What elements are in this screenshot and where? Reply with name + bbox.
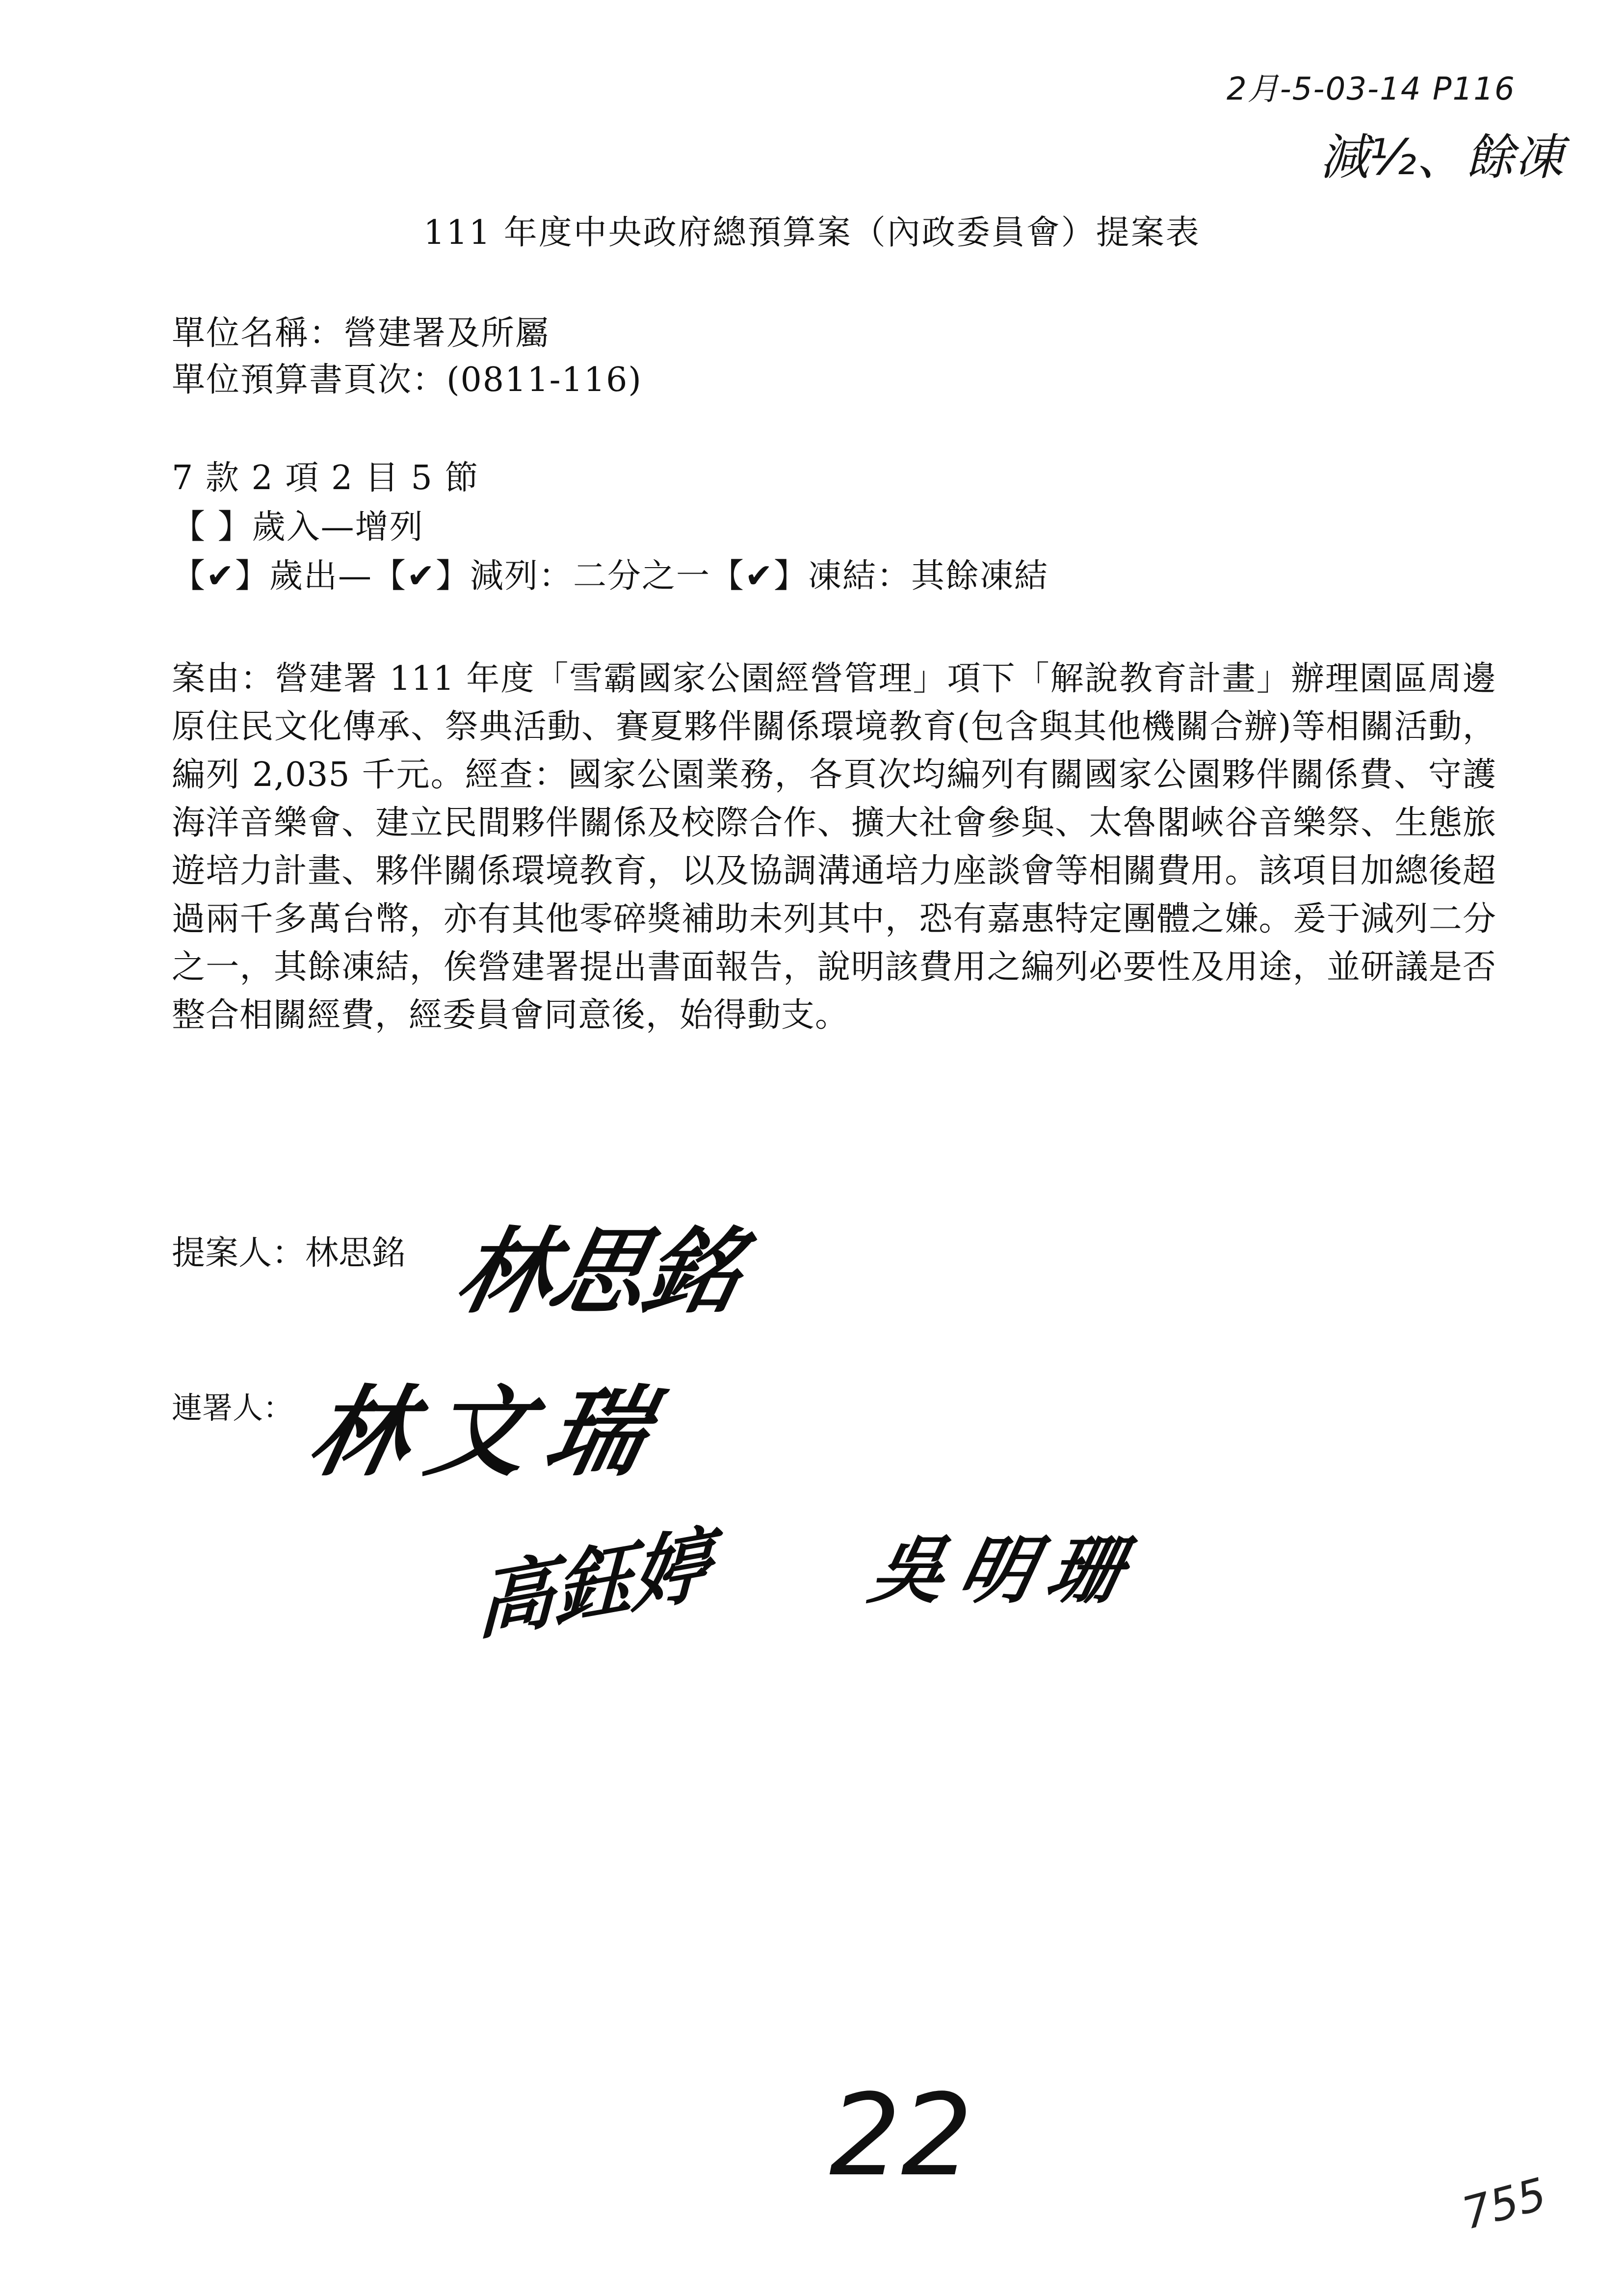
handwritten-corner-mark: 755 [1457, 2168, 1552, 2240]
handwritten-decision-note: 減½、餘凍 [1320, 129, 1564, 186]
cosigner-signature-1: 林文瑞 [300, 1376, 678, 1490]
revenue-checkbox: 【 】 [172, 508, 252, 547]
budget-page-reference: 單位預算書頁次：(0811-116) [172, 361, 642, 399]
expenditure-label: 歲出— [269, 557, 372, 596]
unit-name: 單位名稱：營建署及所屬 [172, 314, 550, 353]
reduction-checkbox: 【✔】 [372, 557, 470, 596]
handwritten-reference-code: 2月-5-03-14 P116 [1227, 71, 1516, 107]
proposer-label: 提案人：林思銘 [172, 1234, 406, 1273]
revenue-row [172, 500, 424, 548]
document-title: 111 年度中央政府總預算案（內政委員會）提案表 [423, 213, 1201, 252]
freeze-label: 凍結：其餘凍結 [808, 557, 1048, 596]
cosigner-signature-3: 吳明珊 [863, 1528, 1146, 1614]
proposal-reason-paragraph: 案由：營建署 111 年度「雪霸國家公園經營管理」項下「解說教育計畫」辦理園區周邊原住民文化傳承、祭典活動、賽夏夥伴關係環境教育(包含與其他機關合辦)等相關活動，編列 2,035 千元。經查：國家公園業務，各頁次均編列有關國家公園夥伴關係費、守護海洋音樂會、建立民間夥伴關係及校際合作、擴大社會參與、太魯閣峽谷音樂祭、生態旅遊培力計畫、夥伴關係環境教育，以及協調溝通培力座談會等相關費用。該項目加總後超過兩千多萬台幣，亦有其他零碎獎補助未列其中，恐有嘉惠特定團體之嫌。爰于減列二分之一，其餘凍結，俟營建署提出書面報告，說明該費用之編列必要性及用途，並研議是否整合相關經費，經委員會同意後，始得動支。 [172, 659, 1496, 1035]
handwritten-page-number: 22 [829, 2070, 973, 2201]
expenditure-checkbox: 【✔】 [172, 557, 269, 596]
reduction-label: 減列：二分之一 [470, 557, 710, 596]
revenue-label: 歲入—增列 [252, 508, 424, 547]
cosigner-signature-2: 高鈺婷 [475, 1516, 711, 1652]
cosigner-label: 連署人： [172, 1390, 294, 1426]
freeze-checkbox: 【✔】 [710, 557, 808, 596]
expenditure-row [172, 549, 1048, 597]
budget-item-code: 7 款 2 項 2 目 5 節 [172, 459, 479, 497]
proposer-signature: 林思銘 [448, 1218, 751, 1326]
